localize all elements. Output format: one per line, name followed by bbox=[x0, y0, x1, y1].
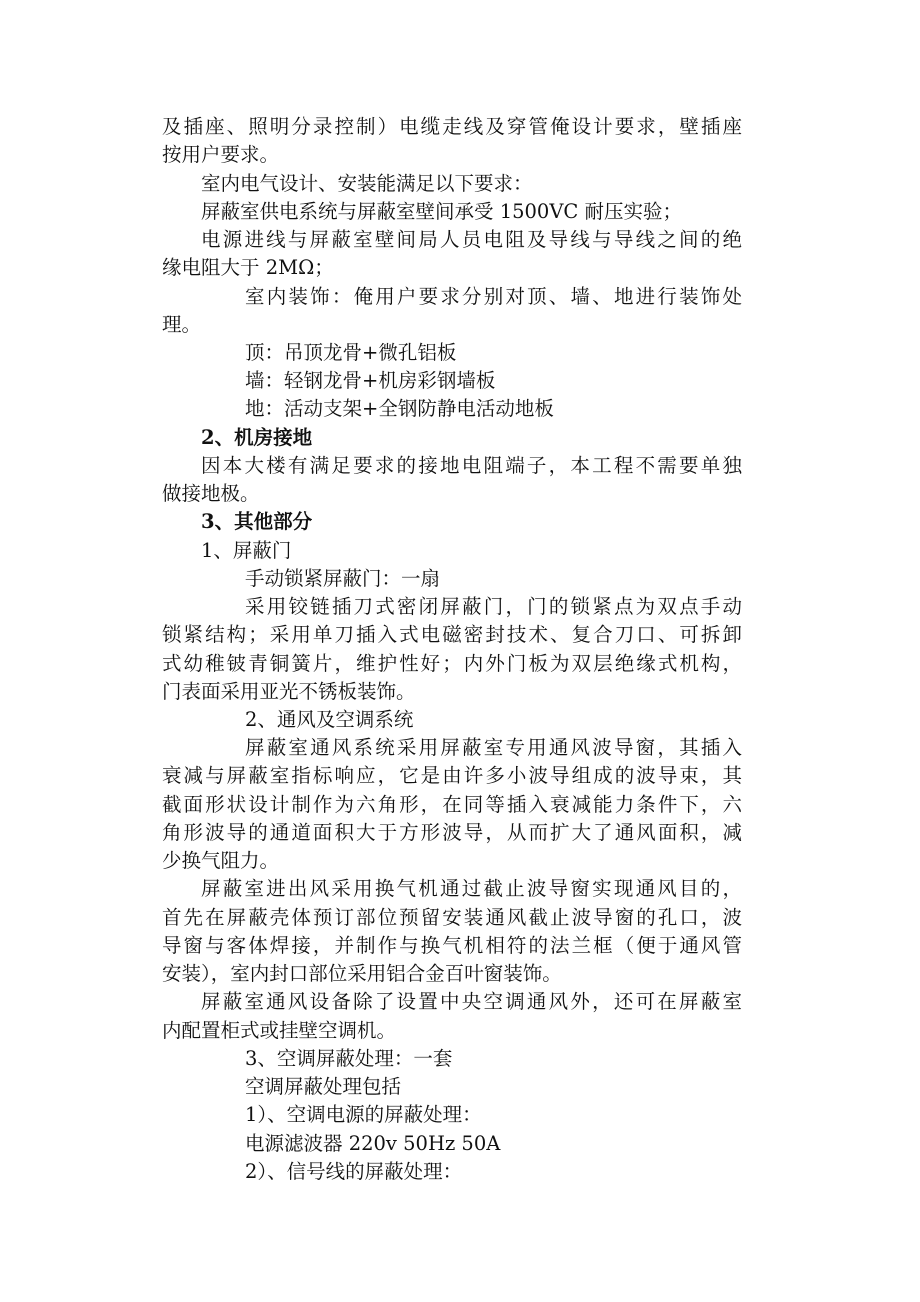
text-line: 首先在屏蔽壳体预订部位预留安装通风截止波导窗的孔口，波 bbox=[162, 906, 742, 929]
text-line: 内配置柜式或挂壁空调机。 bbox=[162, 1019, 397, 1042]
text-line: 屏蔽室通风系统采用屏蔽室专用通风波导窗，其插入 bbox=[245, 736, 742, 759]
subsection-heading: 3、空调屏蔽处理：一套 bbox=[245, 1047, 453, 1070]
text-line: 手动锁紧屏蔽门：一扇 bbox=[245, 567, 441, 590]
section-heading: 2、机房接地 bbox=[201, 426, 313, 449]
text-line: 角形波导的通道面积大于方形波导，从而扩大了通风面积，减 bbox=[162, 821, 742, 844]
text-line: 2）、信号线的屏蔽处理： bbox=[245, 1160, 463, 1183]
text-line: 电源滤波器 220v 50Hz 50A bbox=[245, 1132, 501, 1155]
text-line: 锁紧结构；采用单刀插入式电磁密封技术、复合刀口、可拆卸 bbox=[162, 623, 742, 646]
text-line: 室内电气设计、安装能满足以下要求： bbox=[201, 172, 533, 195]
text-line: 衰减与屏蔽室指标响应，它是由许多小波导组成的波导束，其 bbox=[162, 764, 742, 787]
text-line: 室内装饰：俺用户要求分别对顶、墙、地进行装饰处 bbox=[245, 285, 742, 308]
text-line: 导窗与客体焊接，并制作与换气机相符的法兰框（便于通风管 bbox=[162, 934, 742, 957]
subsection-heading: 1、屏蔽门 bbox=[201, 539, 292, 562]
text-line: 屏蔽室通风设备除了设置中央空调通风外，还可在屏蔽室 bbox=[201, 990, 742, 1013]
text-line: 电源进线与屏蔽室壁间局人员电阻及导线与导线之间的绝 bbox=[201, 228, 742, 251]
text-line: 式幼稚铍青铜簧片，维护性好；内外门板为双层绝缘式机构， bbox=[162, 652, 742, 675]
text-line: 理。 bbox=[162, 313, 202, 336]
text-line: 顶：吊顶龙骨+微孔铝板 bbox=[245, 341, 457, 364]
text-line: 地：活动支架+全钢防静电活动地板 bbox=[245, 397, 554, 420]
text-line: 墙：轻钢龙骨+机房彩钢墙板 bbox=[245, 369, 496, 392]
text-line: 少换气阻力。 bbox=[162, 849, 280, 872]
section-heading: 3、其他部分 bbox=[201, 510, 313, 533]
text-line: 缘电阻大于 2MΩ； bbox=[162, 256, 334, 279]
text-line: 门表面采用亚光不锈板装饰。 bbox=[162, 680, 416, 703]
text-line: 屏蔽室进出风采用换气机通过截止波导窗实现通风目的， bbox=[201, 877, 742, 900]
text-line: 及插座、照明分录控制）电缆走线及穿管俺设计要求，壁插座 bbox=[162, 115, 742, 138]
text-line: 截面形状设计制作为六角形，在同等插入衰减能力条件下，六 bbox=[162, 793, 742, 816]
subsection-heading: 2、通风及空调系统 bbox=[245, 708, 414, 731]
text-line: 安装），室内封口部位采用铝合金百叶窗装饰。 bbox=[162, 962, 562, 985]
text-line: 1）、空调电源的屏蔽处理： bbox=[245, 1103, 482, 1126]
text-line: 采用铰链插刀式密闭屏蔽门，门的锁紧点为双点手动 bbox=[245, 595, 742, 618]
text-line: 屏蔽室供电系统与屏蔽室壁间承受 1500VC 耐压实验； bbox=[201, 200, 683, 223]
text-line: 因本大楼有满足要求的接地电阻端子，本工程不需要单独 bbox=[201, 454, 742, 477]
text-line: 空调屏蔽处理包括 bbox=[245, 1075, 402, 1098]
text-line: 做接地极。 bbox=[162, 482, 260, 505]
text-line: 按用户要求。 bbox=[162, 143, 280, 166]
